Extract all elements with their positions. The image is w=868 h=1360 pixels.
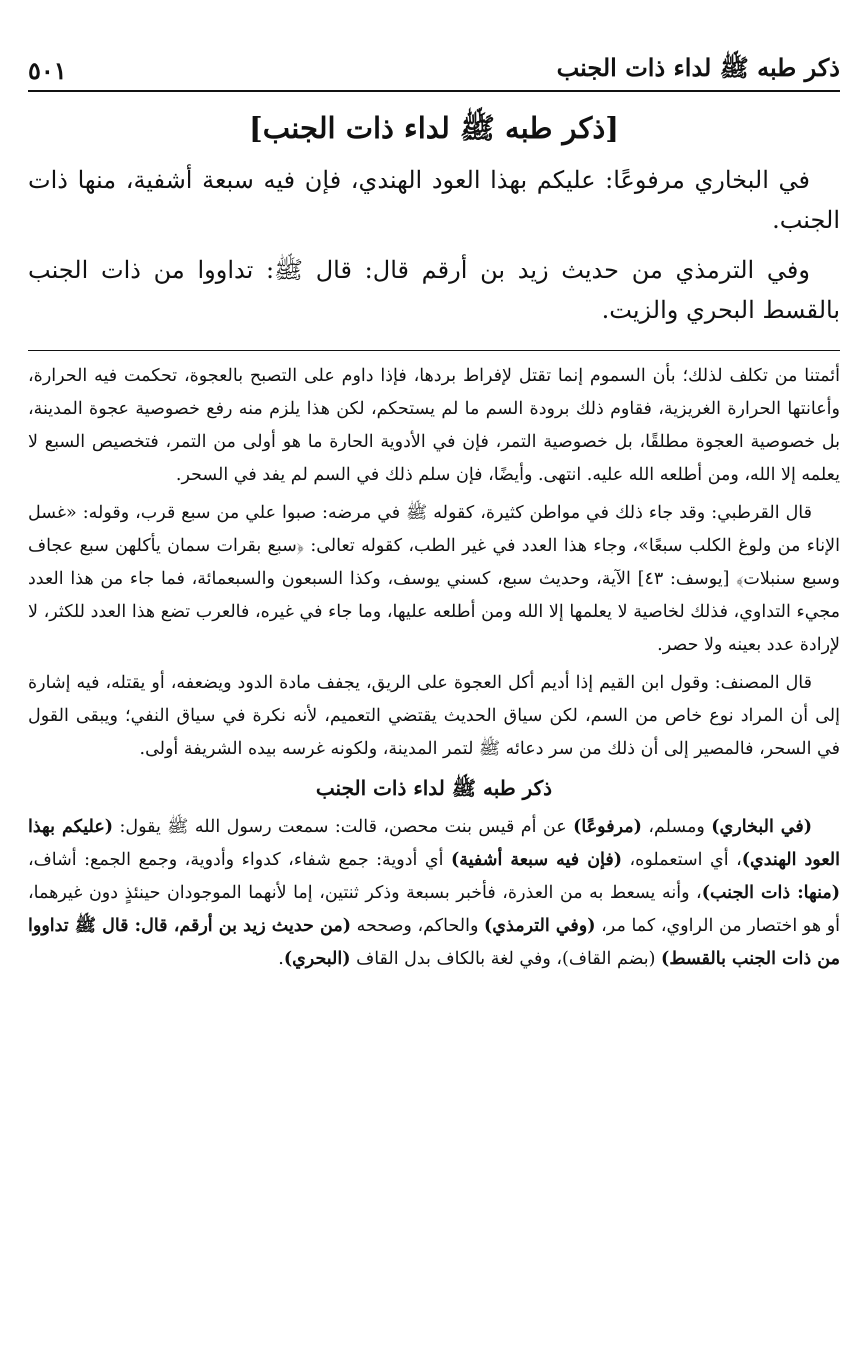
page-number: ٥٠١ bbox=[28, 55, 67, 85]
quoted-phrase: (مرفوعًا) bbox=[573, 817, 642, 837]
gloss-text: أي أدوية: جمع شفاء، كدواء وأدوية، وجمع الجمع: أشاف، bbox=[28, 850, 451, 870]
gloss-text: ومسلم، bbox=[641, 817, 712, 837]
main-paragraph-1: في البخاري مرفوعًا: عليكم بهذا العود الهندي، فإن فيه سبعة أشفية، منها ذات الجنب. bbox=[28, 166, 840, 234]
commentary-subheading: ذكر طبه ﷺ لداء ذات الجنب bbox=[315, 776, 553, 800]
gloss-text: . bbox=[278, 949, 284, 969]
commentary-paragraph-1: أئمتنا من تكلف لذلك؛ بأن السموم إنما تقتل لإفراط بردها، فإذا داوم على التصبح بالعجوة، تحكمت فيه الحرارة، وأعانتها الحرارة الغريزية، فقاوم ذلك برودة السم ما لم يستحكم، لكن هذا يلزم منه رفع خصوصية عجوة المدينة، بل خصوصية العجوة مطلقًا، بل خصوصية التمر، فإن في الأدوية الحارة ما هو أولى من التمر، فتخصيص السبع لا يعلمه إلا الله، ومن أطلعه الله عليه. انتهى. وأيضًا، فإن سلم ذلك في السم لم يفد في السحر. bbox=[28, 366, 840, 485]
gloss-text: (بضم القاف)، وفي لغة بالكاف بدل القاف bbox=[350, 949, 662, 969]
gloss-text: والحاكم، وصححه bbox=[350, 916, 485, 936]
gloss-text: ، وأنه يسعط به من العذرة، فأخبر بسبعة وذكر ثنتين، إما لأنهما الموجودان حينئذٍ دون غيرهما، أو هو اختصار من الراوي، كما مر، bbox=[28, 883, 841, 936]
quoted-phrase: (في البخاري) bbox=[711, 817, 813, 837]
gloss-text: ، أي استعملوه، bbox=[622, 850, 742, 870]
quoted-phrase: (فإن فيه سبعة أشفية) bbox=[450, 850, 623, 870]
running-head: ذكر طبه ﷺ لداء ذات الجنب bbox=[556, 52, 840, 82]
quoted-phrase: (منها: ذات الجنب) bbox=[701, 883, 840, 903]
quoted-phrase: (عليكم بهذا العود الهندي) bbox=[28, 817, 840, 870]
page-header bbox=[28, 50, 840, 92]
divider bbox=[28, 350, 840, 351]
commentary bbox=[28, 360, 840, 981]
main-text bbox=[28, 108, 840, 340]
gloss-text: عن أم قيس بنت محصن، قالت: سمعت رسول الله ﷺ يقول: bbox=[113, 817, 574, 837]
quoted-phrase: (البحري) bbox=[283, 949, 351, 969]
main-paragraph-2: وفي الترمذي من حديث زيد بن أرقم قال: قال ﷺ: تداووا من ذات الجنب بالقسط البحري والزيت. bbox=[28, 256, 840, 324]
commentary-paragraph-2: قال القرطبي: وقد جاء ذلك في مواطن كثيرة، كقوله ﷺ في مرضه: صبوا علي من سبع قرب، وقوله: «غسل الإناء من ولوغ الكلب سبعًا»، وجاء هذا العدد في غير الطب، كقوله تعالى: ﴿سبع بقرات سمان يأكلهن سبع عجاف وسبع سنبلات﴾ [يوسف: ٤٣] الآية، وحديث سبع، كسني يوسف، وكذا السبعون والسبعمائة، فما جاء من هذا العدد مجيء التداوي، فذلك لخاصية لا يعلمها إلا الله ومن أطلعه عليها، وما جاء في غيره، فالعرب تضع هذا العدد للكثر، لا لإرادة عدد بعينه ولا حصر. bbox=[28, 503, 840, 655]
section-title: [ذكر طبه ﷺ لداء ذات الجنب] bbox=[249, 111, 619, 145]
quoted-phrase: (وفي الترمذي) bbox=[484, 916, 596, 936]
quoted-phrase: (من حديث زيد بن أرقم، قال: قال ﷺ تداووا من ذات الجنب بالقسط) bbox=[28, 916, 840, 969]
commentary-paragraph-4 bbox=[28, 811, 840, 976]
commentary-paragraph-3: قال المصنف: وقول ابن القيم إذا أديم أكل العجوة على الريق، يجفف مادة الدود ويضعفه، أو يقتله، فيه إشارة إلى أن المراد نوع خاص من السم، لكن سياق الحديث يقتضي التعميم، لأنه نكرة في سياق النفي؛ ويبقى القول في السحر، فالمصير إلى أن ذلك من سر دعائه ﷺ لتمر المدينة، ولكونه غرسه بيده الشريفة أولى. bbox=[28, 673, 840, 759]
